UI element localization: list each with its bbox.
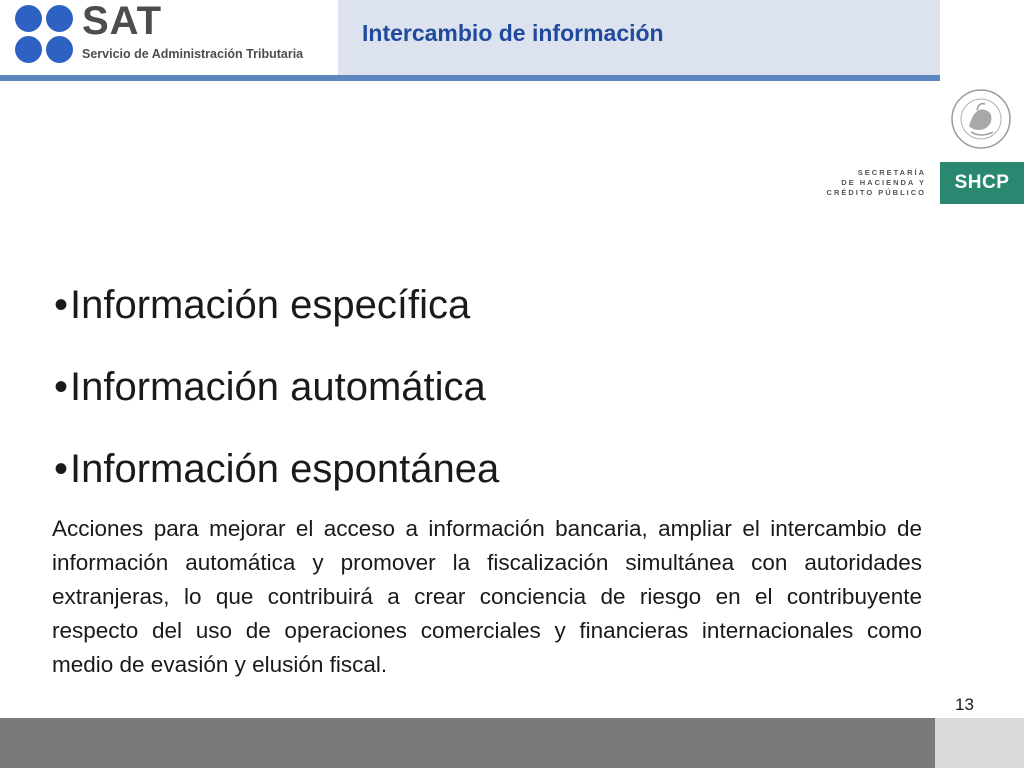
header-logo-area	[0, 0, 338, 75]
page-number: 13	[955, 695, 974, 714]
footer-bar	[0, 718, 935, 768]
sat-dots-icon	[15, 5, 75, 65]
footer-right-block	[935, 718, 1024, 768]
shcp-badge: SHCP	[940, 162, 1024, 204]
header-right-area	[940, 0, 1024, 75]
bullet-mark: •	[54, 365, 69, 409]
shcp-ministry-name	[826, 168, 926, 198]
bullet-item	[54, 279, 924, 331]
shcp-line-2: DE HACIENDA Y	[841, 178, 926, 187]
body-paragraph: Acciones para mejorar el acceso a información bancaria, ampliar el intercambio de información automática y promover la fiscalización simultánea con autoridades extranjeras, lo que contribuirá a crear conciencia de riesgo en el contribuyente respecto del uso de operaciones comerciales y financieras internacionales como medio de evasión y elusión fiscal.	[52, 516, 922, 677]
bullet-text: Información espontánea	[70, 447, 500, 491]
mexican-seal-icon	[949, 88, 1013, 150]
bullet-mark: •	[54, 447, 69, 491]
bullet-text: Información específica	[70, 283, 471, 327]
shcp-line-1: SECRETARÍA	[857, 168, 926, 177]
header-rule	[0, 75, 940, 81]
bullet-item	[54, 443, 924, 495]
shcp-line-3: CRÉDITO PÚBLICO	[826, 188, 926, 197]
bullet-text: Información automática	[70, 365, 486, 409]
bullet-list	[54, 279, 924, 495]
bullet-mark: •	[54, 283, 69, 327]
sat-subtitle: Servicio de Administración Tributaria	[82, 47, 304, 61]
bullet-item	[54, 361, 924, 413]
sat-wordmark: SAT	[82, 0, 163, 43]
slide-title: Intercambio de información	[362, 20, 664, 46]
sat-logo	[15, 0, 335, 69]
